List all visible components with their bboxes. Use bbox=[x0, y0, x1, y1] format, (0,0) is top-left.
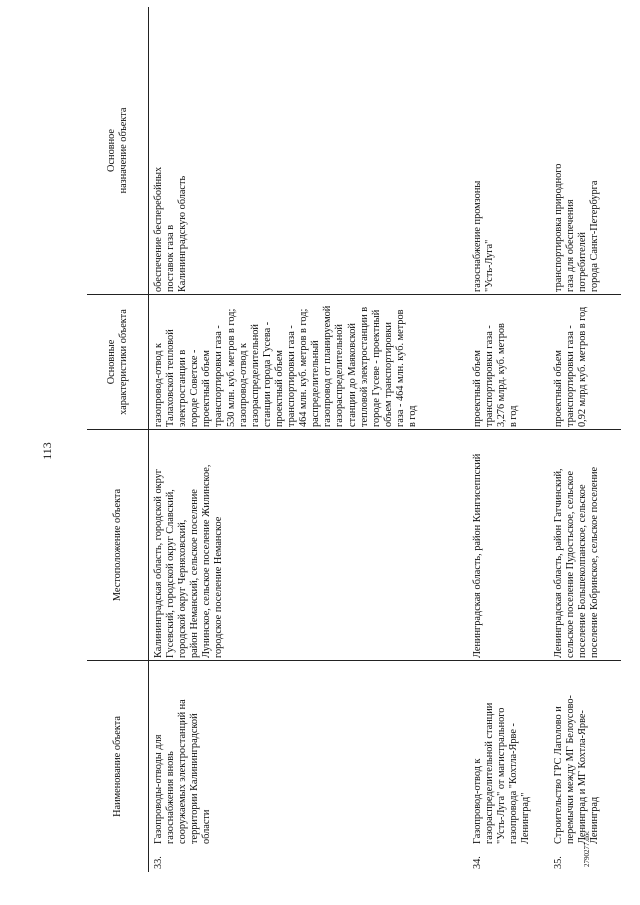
table-row-33 bbox=[149, 7, 469, 872]
table-row-35 bbox=[549, 7, 621, 872]
rotated-table-frame bbox=[87, 26, 614, 872]
page-number: 113 bbox=[39, 442, 54, 460]
header-object-name: Наименование объекта bbox=[87, 661, 149, 873]
row-number-34: 34. bbox=[472, 856, 483, 869]
cell-characteristics-33: газопровод-отвод к Талаховской тепловой электростанции в городе Советске - проектный объем транспортировки газа - 530 млн. куб. метров в год; газопровод-отвод к газораспределительной станции города Гусева - проектный объем транспортировки газа - 464 млн. куб. метров в год; распределительный газопровод от планируемой газораспределительной станции до Маяковской тепловой электростанции в городе Гусеве - проектный объем транспортировки газа - 464 млн. куб. метров в год bbox=[149, 295, 469, 430]
cell-purpose-33: обеспечение бесперебойных поставок газа в Калининградскую область bbox=[153, 166, 189, 292]
document-id: 2790277.doc bbox=[583, 830, 591, 867]
header-object-purpose: Основное назначение объекта bbox=[105, 107, 129, 194]
cell-name-34: 34. Газопровод-отвод к газораспределительной станции "Усть-Луга" от магистрального газопровода "Кохтла-Ярве - Ленинград" bbox=[468, 661, 549, 873]
cell-purpose-34: газоснабжение промзоны "Усть-Луга" bbox=[472, 180, 496, 292]
cell-location-34: Ленинградская область, район Кингисеппский bbox=[468, 430, 549, 661]
table-row-34 bbox=[468, 7, 549, 872]
cell-name-35: 35. Строительство ГРС Лаголово и перемычки между МГ Белоусово- Ленинград и МГ Кохтла-Ярве- Ленинград bbox=[549, 661, 621, 873]
header-object-location: Местоположение объекта bbox=[87, 430, 149, 661]
cell-purpose-35: транспортировка природного газа для обеспечения потребителей города Санкт-Петербурга bbox=[553, 163, 601, 292]
cell-characteristics-35: проектный объем транспортировки газа - 0,92 млрд куб. метров в год bbox=[549, 295, 621, 430]
table-header-row bbox=[87, 7, 149, 872]
cell-name-33: 33. Газопроводы-отводы для газоснабжения вновь сооружаемых электростанций на территории Калининградской области bbox=[149, 661, 469, 873]
row-number-35: 35. bbox=[553, 856, 564, 869]
cell-location-33: Калининградская область, городской округ Гусевский, городской округ Славский, городской округ Черняховский, район Неманский, сельское поселение Лунинское, сельское поселение Жилинское, городское поселение Неманское bbox=[149, 430, 469, 661]
cell-characteristics-34: проектный объем транспортировки газа - 3,276 млрд. куб. метров в год bbox=[468, 295, 549, 430]
cell-location-35: Ленинградская область, район Гатчинский, сельское поселение Пудостьское, сельское поселение Большеколпанское, сельское поселение Кобринское, сельское поселение bbox=[549, 430, 621, 661]
table-container bbox=[87, 26, 614, 872]
header-object-characteristics: Основные характеристики объекта bbox=[87, 295, 149, 430]
row-number-33: 33. bbox=[153, 856, 164, 869]
objects-table bbox=[87, 7, 621, 872]
